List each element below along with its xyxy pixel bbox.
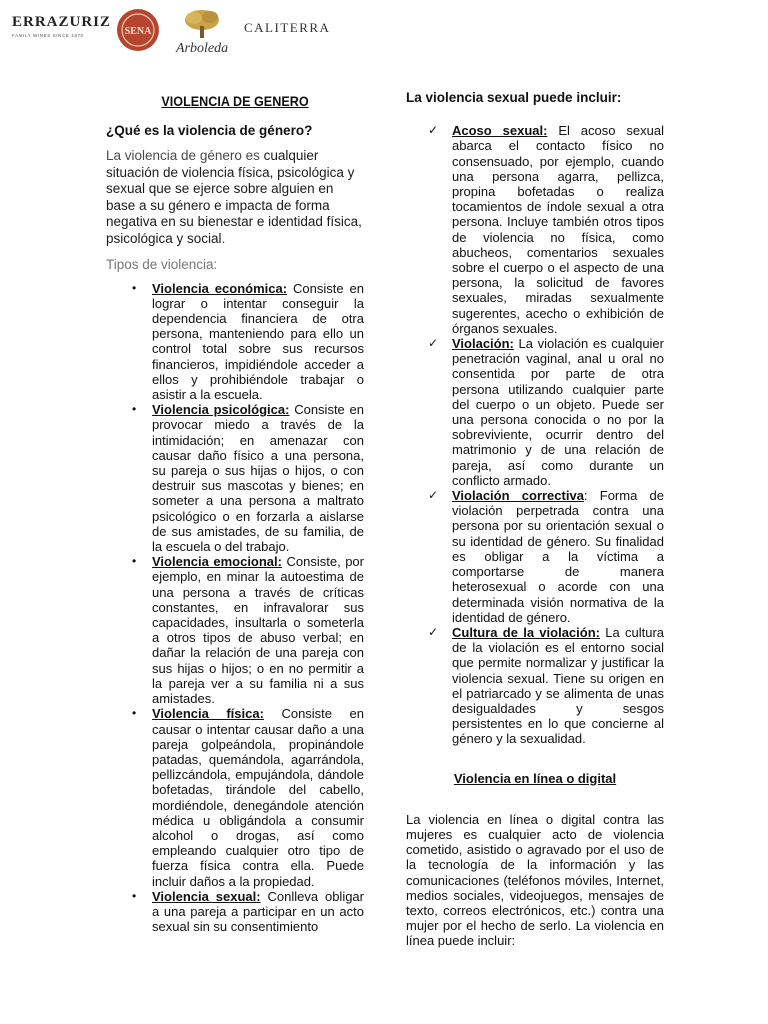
item-term: Acoso sexual: xyxy=(452,123,548,139)
item-term: Violación: xyxy=(452,336,514,352)
bullet-icon: • xyxy=(132,554,137,569)
errazuriz-logo xyxy=(12,14,112,38)
item-text: El acoso sexual abarca el contacto físico no consensuado, por ejemplo, cuando una persona agarra, pellizca, propina bofetadas o realiza tocamientos de índole sexual a otra persona. Incluye también otros tipos de violencia no física, como abucheos, comentarios sexuales sobre el cuerpo o el aspecto de una persona, la solicitud de favores sexuales, miradas sexualmente sugerentes, acecho o exhibición de órganos sexuales. xyxy=(452,123,664,336)
list-item xyxy=(406,336,664,488)
item-text: : Forma de violación perpetrada contra una persona por su orientación sexual o su identidad de género. Su finalidad es obligar a la víctima a comportarse de manera heterosexual o acorde con una determinada visión normativa de la identidad de género. xyxy=(452,488,664,625)
checkmark-icon: ✓ xyxy=(428,336,439,351)
right-column xyxy=(406,90,664,949)
item-term: Violencia emocional: xyxy=(152,554,282,570)
item-text: La violación es cualquier penetración vaginal, anal u oral no consentida por parte de otra persona utilizando cualquier parte del cuerpo o un objeto. Puede ser una persona conocida o no por la sobreviviente, ocurrir dentro del matrimonio y de una relación de pareja, así como durante un conflicto armado. xyxy=(452,336,664,488)
intro-definition: cualquier situación de violencia física, psicológica y sexual que se ejerce sobre alguien en base a su género e impacta de forma negativa en su bienestar e identidad física, psicológica y social xyxy=(106,148,362,246)
online-violence-paragraph: La violencia en línea o digital contra las mujeres es cualquier acto de violencia cometido, asistido o agravado por el uso de la tecnología de la información y las comunicaciones (teléfonos móviles, Internet, medios sociales, videojuegos, mensajes de texto, correos electrónicos, etc.) contra una mujer por el hecho de serlo. La violencia en línea puede incluir: xyxy=(406,811,664,949)
list-item xyxy=(106,554,364,706)
sena-seal-logo xyxy=(116,8,160,52)
list-item xyxy=(406,625,664,747)
checkmark-icon: ✓ xyxy=(428,488,439,503)
list-item xyxy=(106,402,364,554)
list-item xyxy=(106,706,364,888)
arboleda-logo xyxy=(170,8,236,58)
item-text: Conlleva obligar a una pareja a participar en un acto sexual sin su consentimiento xyxy=(152,888,364,935)
item-term: Violación correctiva xyxy=(452,488,584,504)
item-term: Violencia económica: xyxy=(152,280,288,296)
sexual-violence-list xyxy=(406,123,664,746)
item-term: Cultura de la violación: xyxy=(452,624,600,640)
list-item xyxy=(106,281,364,403)
question-heading: ¿Qué es la violencia de género? xyxy=(106,123,313,139)
bullet-icon: • xyxy=(132,888,137,903)
item-text: Consiste en causar o intentar causar daño a una pareja golpeándola, propinándole patadas, quemándola, agarrándola, pellizcándola, empujándola, dándole bofetadas, tirándole del cabello, mordiéndole, denegándole atención médica u obligándola a consumir alcohol o drogas, así como empleando cualquier otro tipo de fuerza física contra ella. Puede incluir daños a la propiedad. xyxy=(152,706,365,889)
bullet-icon: • xyxy=(132,706,137,721)
intro-paragraph xyxy=(106,148,364,247)
item-text: Consiste en lograr o intentar conseguir la dependencia financiera de otra persona, manteniendo para ello un control total sobre sus recursos financieros, impidiéndole acceder a ellos y prohibiéndole trabajar o asistir a la escuela. xyxy=(152,280,364,403)
item-text: Consiste, por ejemplo, en minar la autoestima de una persona a través de críticas constantes, en infravalorar sus capacidades, insultarla o someterla a otros tipos de abuso verbal; en dañar la relación de una pareja con sus hijas o hijos; o en no permitir a la pareja ver a su familia ni a sus amistades. xyxy=(152,554,364,707)
seal-text: SENA xyxy=(124,26,152,37)
sexual-violence-heading: La violencia sexual puede incluir: xyxy=(406,90,622,105)
item-text: La cultura de la violación es el entorno social que permite normalizar y justificar la violencia sexual. Tiene su origen en el patriarcado y se alimenta de unas desigualdades y sesgos persistentes en lo que concierne al género y la sexualidad. xyxy=(452,624,665,747)
errazuriz-wordmark: ERRAZURIZ xyxy=(12,14,112,30)
caliterra-logo: CALITERRA xyxy=(244,20,331,35)
bullet-icon: • xyxy=(132,280,137,295)
item-term: Violencia física: xyxy=(152,706,264,722)
intro-end: . xyxy=(221,230,226,246)
checkmark-icon: ✓ xyxy=(428,123,439,138)
tree-icon xyxy=(182,8,222,40)
arboleda-wordmark: Arboleda xyxy=(176,41,229,56)
item-term: Violencia psicológica: xyxy=(152,402,290,418)
left-column xyxy=(106,92,364,934)
errazuriz-tagline: FAMILY WINES SINCE 1870 xyxy=(12,33,84,38)
document-title: VIOLENCIA DE GENERO xyxy=(161,93,309,109)
logo-bar xyxy=(0,0,768,64)
bullet-icon: • xyxy=(132,402,137,417)
online-violence-heading: Violencia en línea o digital xyxy=(453,770,617,786)
list-item xyxy=(406,123,664,336)
checkmark-icon: ✓ xyxy=(428,624,439,639)
list-item xyxy=(406,488,664,625)
list-item xyxy=(106,889,364,935)
item-text: Consiste en provocar miedo a través de la intimidación; en amenazar con causar daño físico a una persona, su pareja o sus hijas o hijos, o con destruir sus mascotas y bienes; en someter a una persona a maltrato psicológico o en forzarla a aislarse de sus amistades, de su familia, de la escuela o del trabajo. xyxy=(152,402,364,555)
intro-lead: La violencia de género es xyxy=(106,148,264,164)
violence-types-list xyxy=(106,281,364,935)
item-term: Violencia sexual: xyxy=(152,888,261,904)
types-heading: Tipos de violencia: xyxy=(106,257,218,273)
